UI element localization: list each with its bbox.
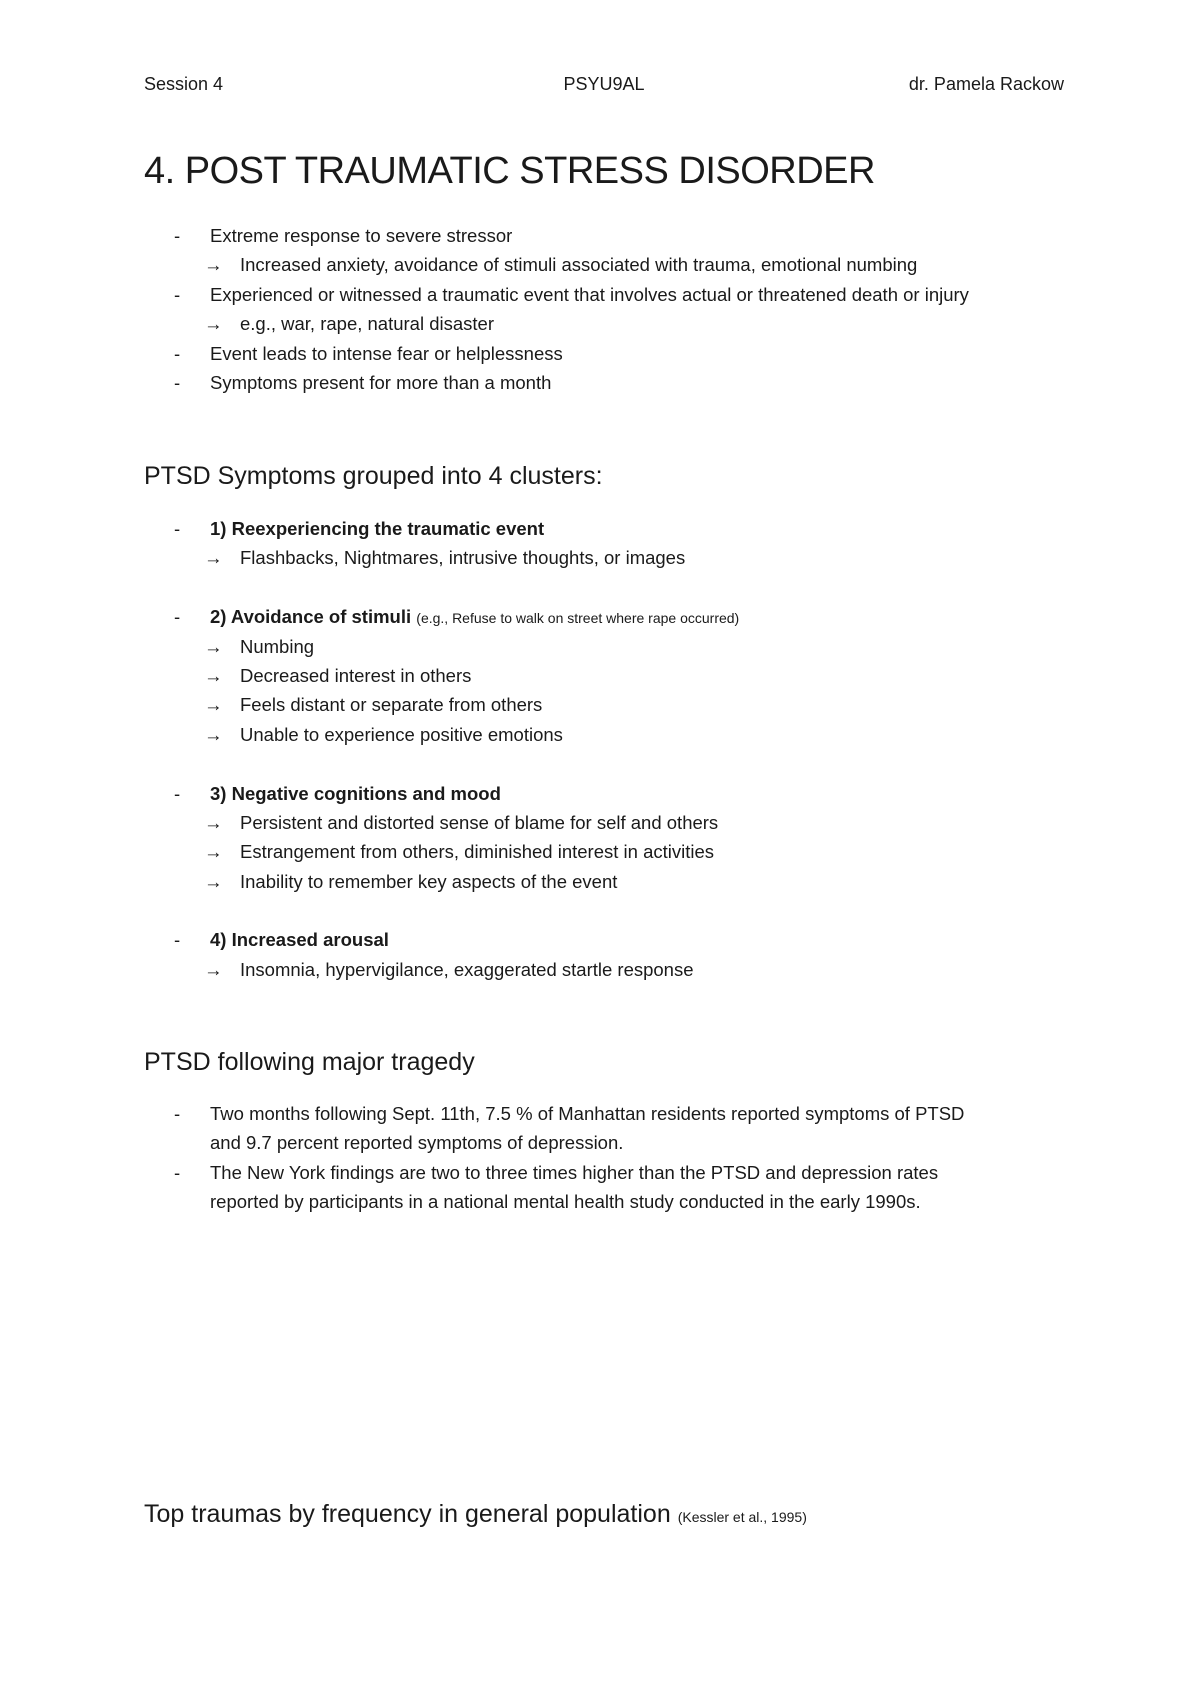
- cluster-1-title: 1) Reexperiencing the traumatic event: [210, 518, 545, 539]
- dash-bullet: -: [174, 782, 181, 804]
- arrow-bullet: →: [204, 958, 223, 980]
- header-course-code: PSYU9AL: [563, 74, 645, 94]
- intro-item-text: Symptoms present for more than a month: [210, 371, 552, 393]
- cluster-2-symptom: Feels distant or separate from others: [240, 694, 543, 716]
- list-item: [144, 368, 1080, 397]
- arrow-bullet: →: [204, 694, 223, 716]
- cluster-3-symptom: Inability to remember key aspects of the event: [240, 870, 618, 892]
- traumas-citation: (Kessler et al., 1995): [677, 1509, 807, 1525]
- cluster-2-note: (e.g., Refuse to walk on street where rape occurred): [416, 610, 740, 627]
- tragedy-item-text: The New York findings are two to three times higher than the PTSD and depression rates: [210, 1161, 939, 1183]
- cluster-2-symptom: Decreased interest in others: [240, 664, 472, 686]
- list-subitem: [144, 690, 1080, 719]
- list-subitem: [144, 837, 1080, 866]
- cluster-4-title: 4) Increased arousal: [210, 929, 389, 951]
- list-subitem: [144, 250, 1080, 279]
- dash-bullet: -: [174, 283, 181, 305]
- traumas-heading: [144, 1500, 807, 1529]
- list-item: [144, 339, 1080, 368]
- list-item: [144, 221, 1080, 250]
- cluster-2-title-line: [210, 602, 739, 633]
- dash-bullet: -: [174, 342, 181, 364]
- arrow-bullet: →: [204, 723, 223, 745]
- tragedy-item-text: Two months following Sept. 11th, 7.5 % of Manhattan residents reported symptoms of PTSD: [210, 1103, 965, 1124]
- arrow-bullet: →: [204, 664, 223, 686]
- intro-item-text: Extreme response to severe stressor: [210, 225, 513, 246]
- intro-item-text: Event leads to intense fear or helplessness: [210, 342, 563, 364]
- list-subitem: [144, 808, 1080, 837]
- cluster-4-symptom: Insomnia, hypervigilance, exaggerated startle response: [240, 958, 694, 980]
- cluster-2-title: 2) Avoidance of stimuli: [210, 606, 412, 628]
- cluster-1-symptom: Flashbacks, Nightmares, intrusive thoughts, or images: [240, 547, 686, 569]
- clusters-list: [144, 514, 1080, 984]
- list-subitem: [144, 955, 1080, 984]
- list-subitem: [144, 309, 1080, 338]
- tragedy-heading: PTSD following major tragedy: [144, 1048, 475, 1076]
- cluster-3-symptom: Estrangement from others, diminished interest in activities: [240, 841, 715, 863]
- list-subitem: [144, 632, 1080, 661]
- traumas-heading-text: Top traumas by frequency in general population: [144, 1500, 671, 1528]
- list-subitem: [144, 720, 1080, 749]
- dash-bullet: -: [174, 1161, 181, 1183]
- dash-bullet: -: [174, 929, 181, 951]
- list-subitem: [144, 661, 1080, 690]
- list-item-continuation: [144, 1128, 1080, 1157]
- cluster-title: [144, 925, 1080, 954]
- arrow-bullet: →: [204, 547, 223, 569]
- page-header: [144, 74, 1064, 100]
- tragedy-item-text: reported by participants in a national mental health study conducted in the early 1990s.: [210, 1191, 921, 1213]
- arrow-bullet: →: [204, 870, 223, 892]
- cluster-title: [144, 779, 1080, 808]
- list-subitem: [144, 867, 1080, 896]
- list-item-continuation: [144, 1187, 1080, 1216]
- list-item: [144, 280, 1080, 309]
- intro-subitem-text: e.g., war, rape, natural disaster: [240, 313, 494, 335]
- cluster-2-symptom: Unable to experience positive emotions: [240, 723, 563, 745]
- dash-bullet: -: [174, 1103, 181, 1124]
- cluster-3-title: 3) Negative cognitions and mood: [210, 782, 501, 804]
- dash-bullet: -: [174, 606, 181, 628]
- cluster-title: [144, 602, 1080, 631]
- dash-bullet: -: [174, 371, 181, 393]
- arrow-bullet: →: [204, 254, 223, 276]
- intro-item-text: Experienced or witnessed a traumatic event that involves actual or threatened death or injury: [210, 283, 969, 305]
- list-subitem: [144, 543, 1080, 572]
- cluster-2-symptom: Numbing: [240, 635, 315, 657]
- intro-subitem-text: Increased anxiety, avoidance of stimuli associated with trauma, emotional numbing: [240, 254, 918, 276]
- tragedy-item-text: and 9.7 percent reported symptoms of depression.: [210, 1132, 624, 1154]
- dash-bullet: -: [174, 518, 181, 539]
- cluster-3-symptom: Persistent and distorted sense of blame for self and others: [240, 811, 719, 833]
- tragedy-list: [144, 1099, 1080, 1217]
- header-session: Session 4: [144, 74, 224, 94]
- intro-list: [144, 221, 1080, 397]
- header-author: dr. Pamela Rackow: [908, 74, 1064, 94]
- arrow-bullet: →: [204, 841, 223, 863]
- list-item: [144, 1158, 1080, 1187]
- arrow-bullet: →: [204, 635, 223, 657]
- clusters-heading: PTSD Symptoms grouped into 4 clusters:: [144, 462, 603, 490]
- page-title: 4. POST TRAUMATIC STRESS DISORDER: [144, 150, 875, 192]
- cluster-title: [144, 514, 1080, 543]
- dash-bullet: -: [174, 225, 181, 246]
- arrow-bullet: →: [204, 811, 223, 833]
- arrow-bullet: →: [204, 313, 223, 335]
- list-item: [144, 1099, 1080, 1128]
